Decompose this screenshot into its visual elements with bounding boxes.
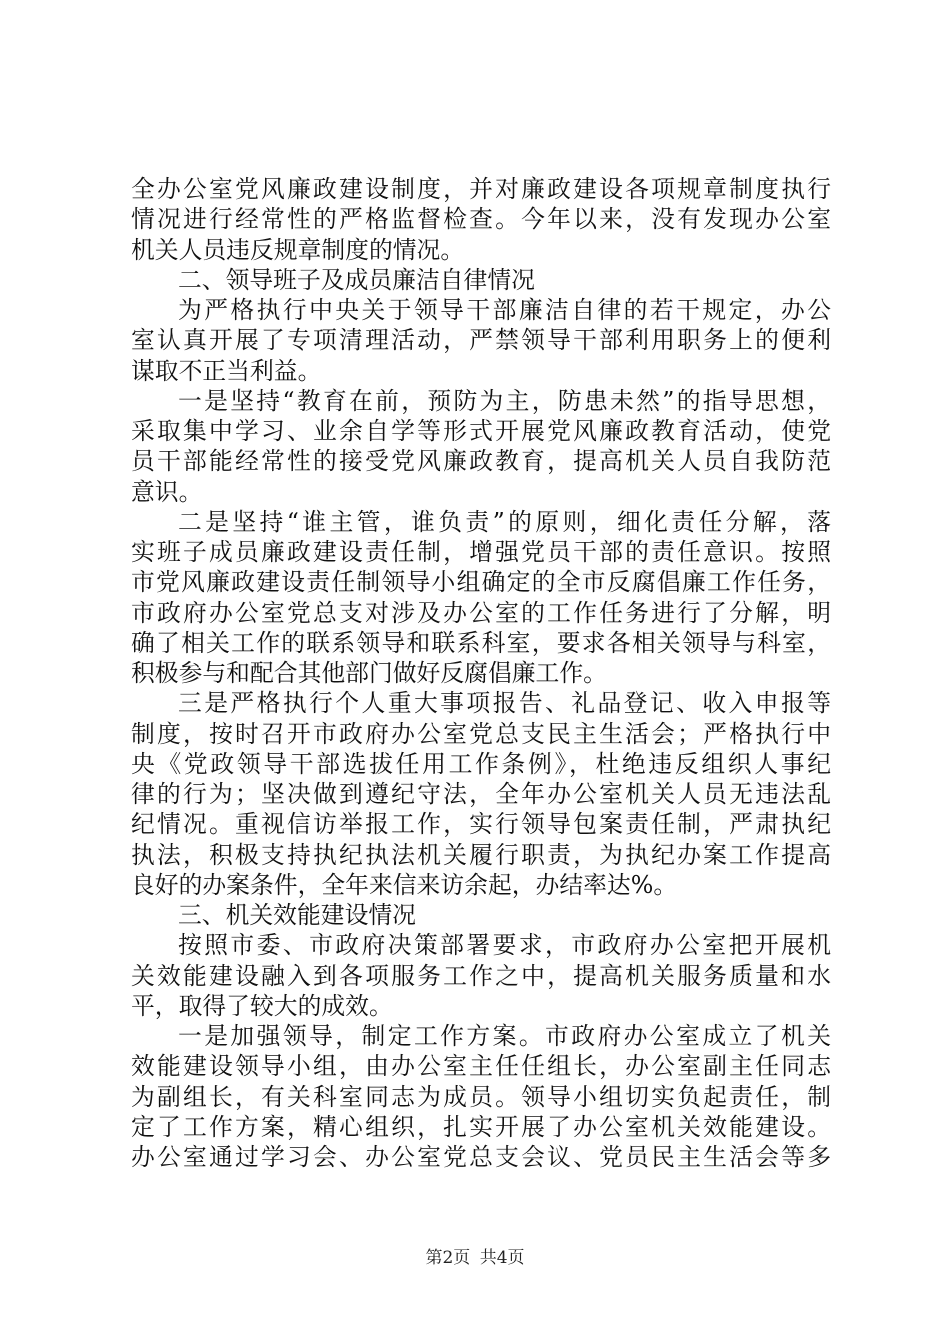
text-line: 执法，积极支持执纪执法机关履行职责，为执纪办案工作提高: [131, 840, 831, 869]
text-line: 室认真开展了专项清理活动，严禁领导干部利用职务上的便利: [131, 326, 831, 355]
text-line: 机关人员违反规章制度的情况。: [131, 235, 465, 264]
text-line: 采取集中学习、业余自学等形式开展党风廉政教育活动，使党: [131, 417, 831, 445]
text-line: 全办公室党风廉政建设制度，并对廉政建设各项规章制度执行: [131, 175, 831, 203]
text-line: 办公室通过学习会、办公室党总支会议、党员民主生活会等多: [131, 1143, 831, 1171]
text-line: 为严格执行中央关于领导干部廉洁自律的若干规定，办公: [178, 296, 831, 324]
page-total: 共4页: [479, 1248, 525, 1268]
text-line: 律的行为；坚决做到遵纪守法，全年办公室机关人员无违法乱: [131, 780, 831, 808]
section-heading: 二、领导班子及成员廉洁自律情况: [178, 265, 535, 294]
text-line: 积极参与和配合其他部门做好反腐倡廉工作。: [131, 659, 607, 687]
text-line: 实班子成员廉政建设责任制，增强党员干部的责任意识。按照: [131, 538, 831, 566]
text-line: 良好的办案条件，全年来信来访余起，办结率达%。: [131, 870, 678, 899]
section-heading: 三、机关效能建设情况: [178, 901, 416, 929]
text-line: 确了相关工作的联系领导和联系科室，要求各相关领导与科室，: [131, 628, 831, 657]
text-line: 为副组长，有关科室同志为成员。领导小组切实负起责任，制: [131, 1082, 831, 1111]
text-line: 定了工作方案，精心组织，扎实开展了办公室机关效能建设。: [131, 1112, 831, 1141]
text-line: 意识。: [131, 477, 203, 506]
text-line: 关效能建设融入到各项服务工作之中，提高机关服务质量和水: [131, 961, 831, 990]
page-number: 第2页: [425, 1248, 471, 1268]
text-line: 二是坚持“谁主管，谁负责”的原则，细化责任分解，落: [178, 507, 831, 536]
page-footer: [0, 1243, 950, 1268]
text-line: 纪情况。重视信访举报工作，实行领导包案责任制，严肃执纪: [131, 810, 831, 839]
text-line: 按照市委、市政府决策部署要求，市政府办公室把开展机: [178, 931, 831, 960]
document-body: [131, 174, 831, 1172]
text-line: 效能建设领导小组，由办公室主任任组长，办公室副主任同志: [131, 1052, 831, 1081]
text-line: 市党风廉政建设责任制领导小组确定的全市反腐倡廉工作任务，: [131, 568, 831, 597]
text-line: 三是严格执行个人重大事项报告、礼品登记、收入申报等: [178, 689, 831, 718]
text-line: 平，取得了较大的成效。: [131, 991, 393, 1020]
text-line: 一是坚持“教育在前，预防为主，防患未然”的指导思想，: [178, 386, 831, 415]
text-line: 一是加强领导，制定工作方案。市政府办公室成立了机关: [178, 1022, 831, 1050]
text-line: 央《党政领导干部选拔任用工作条例》，杜绝违反组织人事纪: [131, 749, 831, 778]
text-line: 谋取不正当利益。: [131, 356, 322, 385]
text-line: 员干部能经常性的接受党风廉政教育，提高机关人员自我防范: [131, 447, 831, 476]
text-line: 市政府办公室党总支对涉及办公室的工作任务进行了分解，明: [131, 598, 831, 627]
text-line: 情况进行经常性的严格监督检查。今年以来，没有发现办公室: [131, 205, 831, 234]
text-line: 制度，按时召开市政府办公室党总支民主生活会；严格执行中: [131, 719, 831, 748]
